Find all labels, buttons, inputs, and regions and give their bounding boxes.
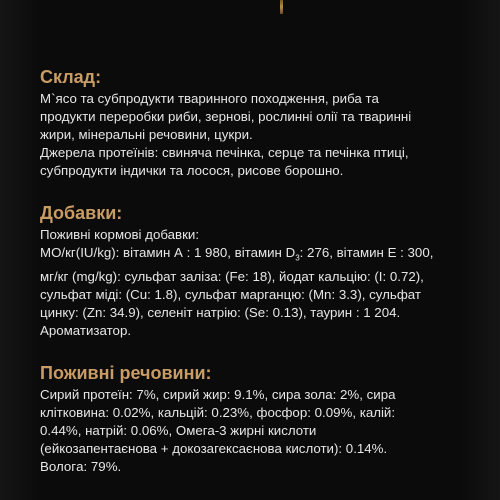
additives-line: Ароматизатор.: [40, 322, 132, 338]
composition-line: Джерела протеїнів: свиняча печінка, серце та печінка птиці,: [40, 145, 409, 160]
composition-text: [40, 90, 480, 180]
nutrients-line: Вологa: 79%.: [40, 458, 122, 474]
additives-line: Поживні кормові добавки:: [40, 227, 200, 242]
nutrients-line: (ейкозапентаєнова + докозагексаєнова кислоти): 0.14%.: [40, 440, 388, 456]
additives-line: сульфат міді: (Cu: 1.8), сульфат марганцю: (Mn: 3.3), сульфат: [40, 286, 421, 302]
additives-heading: Добавки:: [40, 203, 123, 223]
nutrients-heading: Поживні речовини:: [40, 362, 212, 383]
composition-line: субпродукти індички та лосося, рисове борошно.: [40, 163, 344, 178]
left-edge-shade: [0, 0, 40, 500]
nutrients-text: [40, 386, 480, 476]
nutrients-line: Сирий протеїн: 7%, сирий жир: 9.1%, сира зола: 2%, сира: [40, 386, 396, 402]
additives-line: мг/кг (mg/kg): сульфат заліза: (Fe: 18), йодат кальцію: (I: 0.72),: [40, 268, 424, 284]
gold-accent-stripe: [280, 0, 283, 14]
label-content: [40, 66, 480, 498]
additives-line: : 276, вітамин Е : 300,: [299, 245, 434, 260]
additives-text: [40, 226, 480, 340]
nutrients-line: клітковина: 0.02%, кальцій: 0.23%, фосфор: 0.09%, калій:: [40, 404, 396, 420]
composition-section: [40, 66, 480, 180]
composition-heading: Склад:: [40, 67, 102, 87]
additives-section: [40, 202, 480, 340]
composition-line: М`ясо та субпродукти тваринного походження, риба та: [40, 91, 379, 106]
nutrients-line: 0.44%, натрій: 0.06%, Омега-3 жирні кислоти: [40, 422, 317, 438]
composition-line: продукти переробки риби, зернові, рослинні олії та тваринні: [40, 109, 412, 124]
composition-line: жири, мінеральні речовини, цукри.: [40, 127, 253, 142]
additives-line: МО/кг(IU/kg): вітамин А : 1 980, вітамин D: [40, 245, 296, 260]
nutrients-section: [40, 362, 480, 476]
additives-line: цинку: (Zn: 34.9), селеніт натрію: (Se: 0.13), таурин : 1 204.: [40, 304, 401, 320]
vitamin-d-subscript: 3: [295, 253, 300, 263]
